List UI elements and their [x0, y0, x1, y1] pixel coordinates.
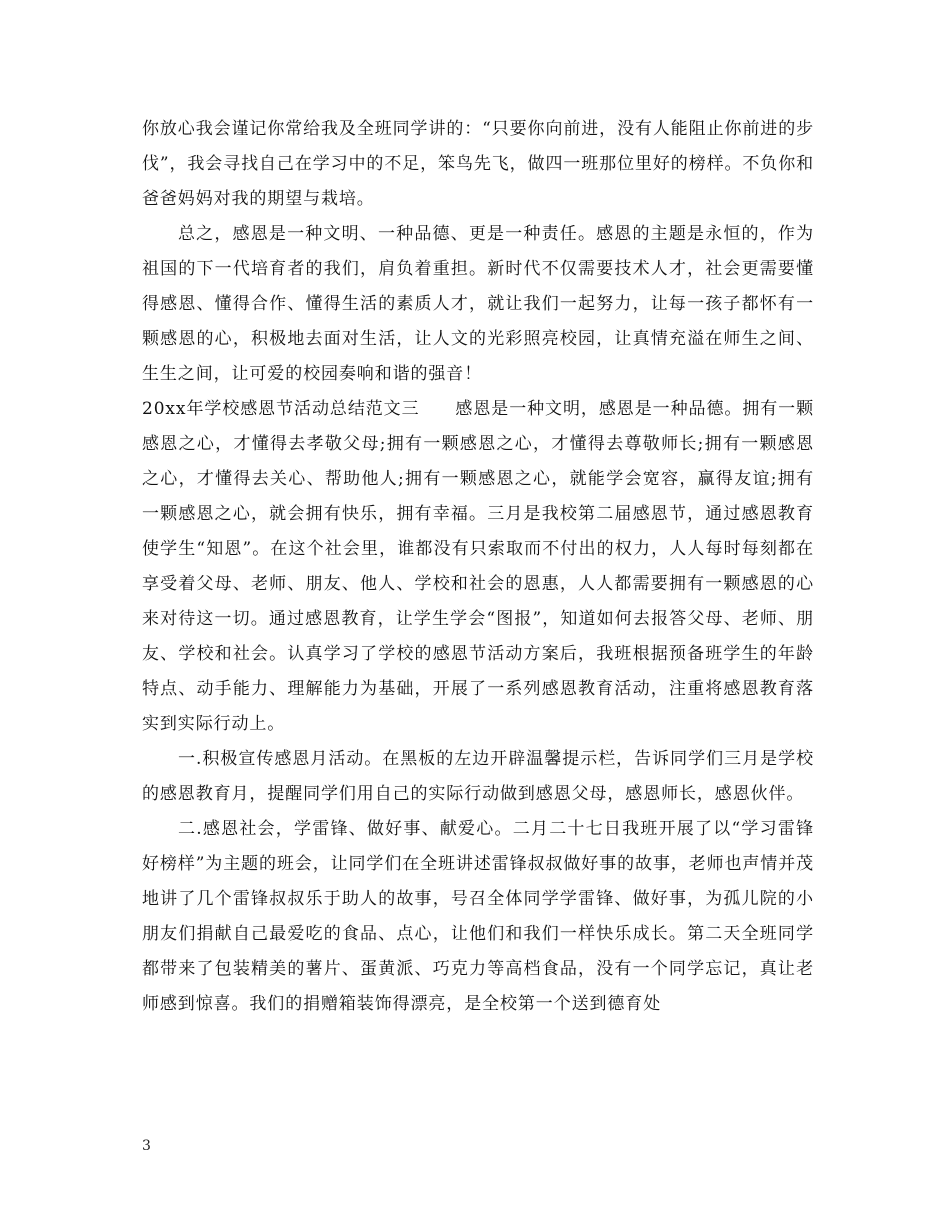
paragraph-5: 二.感恩社会，学雷锋、做好事、献爱心。二月二十七日我班开展了以“学习雷锋好榜样”为主题的班会，让同学们在全班讲述雷锋叔叔做好事的故事，老师也声情并茂地讲了几个雷锋叔叔乐于助人的故事，号召全体同学学雷锋、做好事，为孤儿院的小朋友们捐献自己最爱吃的食品、点心，让他们和我们一样快乐成长。第二天全班同学都带来了包装精美的薯片、蛋黄派、巧克力等高档食品，没有一个同学忘记，真让老师感到惊喜。我们的捐赠箱装饰得漂亮，是全校第一个送到德育处	[142, 819, 814, 1014]
document-body	[142, 112, 814, 1022]
paragraph-3: 20xx年学校感恩节活动总结范文三 感恩是一种文明，感恩是一种品德。拥有一颗感恩之心，才懂得去孝敬父母;拥有一颗感恩之心，才懂得去尊敬师长;拥有一颗感恩之心，才懂得去关心、帮助他人;拥有一颗感恩之心，就能学会宽容，赢得友谊;拥有一颗感恩之心，就会拥有快乐，拥有幸福。三月是我校第二届感恩节，通过感恩教育使学生“知恩”。在这个社会里，谁都没有只索取而不付出的权力，人人每时每刻都在享受着父母、老师、朋友、他人、学校和社会的恩惠，人人都需要拥有一颗感恩的心来对待这一切。通过感恩教育，让学生学会“图报”，知道如何去报答父母、老师、朋友、学校和社会。认真学习了学校的感恩节活动方案后，我班根据预备班学生的年龄特点、动手能力、理解能力为基础，开展了一系列感恩教育活动，注重将感恩教育落实到实际行动上。	[142, 399, 814, 734]
page-number: 3	[142, 1138, 151, 1154]
paragraph-4: 一.积极宣传感恩月活动。在黑板的左边开辟温馨提示栏，告诉同学们三月是学校的感恩教育月，提醒同学们用自己的实际行动做到感恩父母，感恩师长，感恩伙伴。	[142, 749, 814, 804]
paragraph-1: 你放心我会谨记你常给我及全班同学讲的：“只要你向前进，没有人能阻止你前进的步伐”，我会寻找自己在学习中的不足，笨鸟先飞，做四一班那位里好的榜样。不负你和爸爸妈妈对我的期望与栽培。	[142, 119, 814, 209]
paragraph-2: 总之，感恩是一种文明、一种品德、更是一种责任。感恩的主题是永恒的，作为祖国的下一代培育者的我们，肩负着重担。新时代不仅需要技术人才，社会更需要懂得感恩、懂得合作、懂得生活的素质人才，就让我们一起努力，让每一孩子都怀有一颗感恩的心，积极地去面对生活，让人文的光彩照亮校园，让真情充溢在师生之间、生生之间，让可爱的校园奏响和谐的强音！	[142, 224, 814, 384]
